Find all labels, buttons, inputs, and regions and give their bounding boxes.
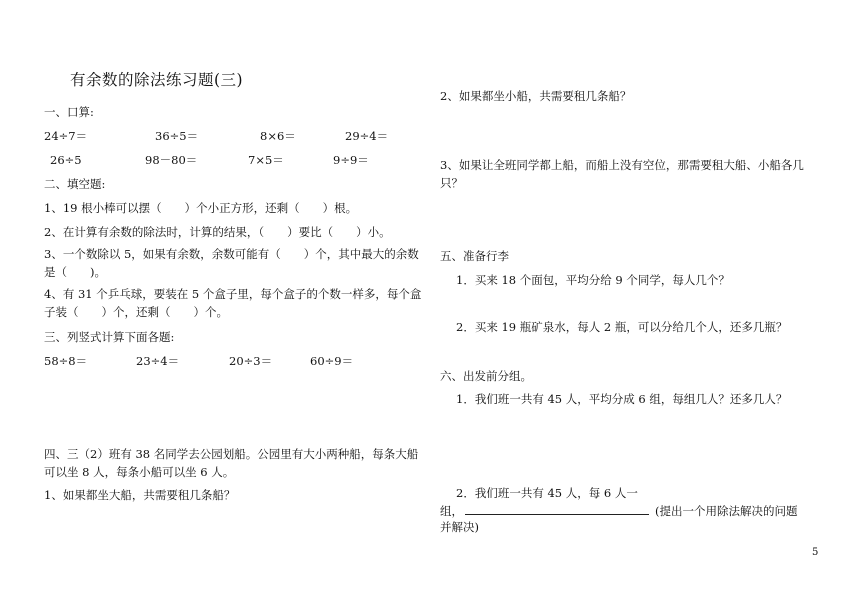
fill-blank-question: 3、一个数除以 5，如果有余数，余数可能有（ ）个，其中最大的余数是（ )。 <box>44 247 419 279</box>
section-5-heading: 五、准备行李 <box>440 249 509 263</box>
oral-calc-item: 36÷5＝ <box>155 129 199 143</box>
oral-calc-item: 7×5＝ <box>248 153 284 167</box>
oral-calc-item: 24÷7＝ <box>44 129 88 143</box>
word-problem: 1、如果都坐大船，共需要租几条船？ <box>44 488 236 502</box>
oral-calc-item: 8×6＝ <box>260 129 296 143</box>
vertical-calc-item: 20÷3＝ <box>229 354 273 368</box>
word-problem: 1．我们班一共有 45 人，平均分成 6 组，每组几人？还多几人？ <box>456 392 788 406</box>
section-3-heading: 三、列竖式计算下面各题: <box>44 330 175 344</box>
page-number: 5 <box>812 547 819 558</box>
fill-blank-question: 4、有 31 个乒乓球，要装在 5 个盒子里，每个盒子的个数一样多，每个盒子装（ ）个，还剩（ ）个。 <box>44 287 422 319</box>
word-problem: 2．买来 19 瓶矿泉水，每人 2 瓶，可以分给几个人，还多几瓶？ <box>456 320 788 334</box>
fill-blank-question: 2、在计算有余数的除法时，计算的结果，（ ）要比（ ）小。 <box>44 225 391 239</box>
oral-calc-item: 26÷5 <box>50 153 82 167</box>
open-question-prefix: 组， <box>440 504 463 518</box>
word-problem: 1．买来 18 个面包，平均分给 9 个同学，每人几个？ <box>456 273 730 287</box>
vertical-calc-item: 23÷4＝ <box>136 354 180 368</box>
word-problem: 3、如果让全班同学都上船，而船上没有空位，那需要租大船、小船各几只？ <box>440 158 804 190</box>
vertical-calc-item: 60÷9＝ <box>310 354 354 368</box>
word-problem: 2．我们班一共有 45 人，每 6 人一 <box>456 486 638 500</box>
oral-calc-item: 29÷4＝ <box>345 129 389 143</box>
open-question-line <box>440 503 798 520</box>
section-1-heading: 一、口算: <box>44 105 94 119</box>
section-6-heading: 六、出发前分组。 <box>440 369 532 383</box>
oral-calc-item: 98－80＝ <box>145 153 198 167</box>
open-question-tail: 并解决) <box>440 520 479 534</box>
open-question-suffix: (提出一个用除法解决的问题 <box>655 504 798 518</box>
section-4-intro: 四、三（2）班有 38 名同学去公园划船。公园里有大小两种船，每条大船可以坐 8 人，每条小船可以坐 6 人。 <box>44 447 419 479</box>
vertical-calc-item: 58÷8＝ <box>44 354 88 368</box>
fill-blank-question: 1、19 根小棒可以摆（ ）个小正方形，还剩（ ）根。 <box>44 201 358 215</box>
oral-calc-item: 9÷9＝ <box>333 153 369 167</box>
section-2-heading: 二、填空题: <box>44 177 106 191</box>
answer-blank-line[interactable] <box>465 503 649 515</box>
page-title: 有余数的除法练习题(三) <box>70 71 244 89</box>
word-problem: 2、如果都坐小船，共需要租几条船？ <box>440 89 632 103</box>
